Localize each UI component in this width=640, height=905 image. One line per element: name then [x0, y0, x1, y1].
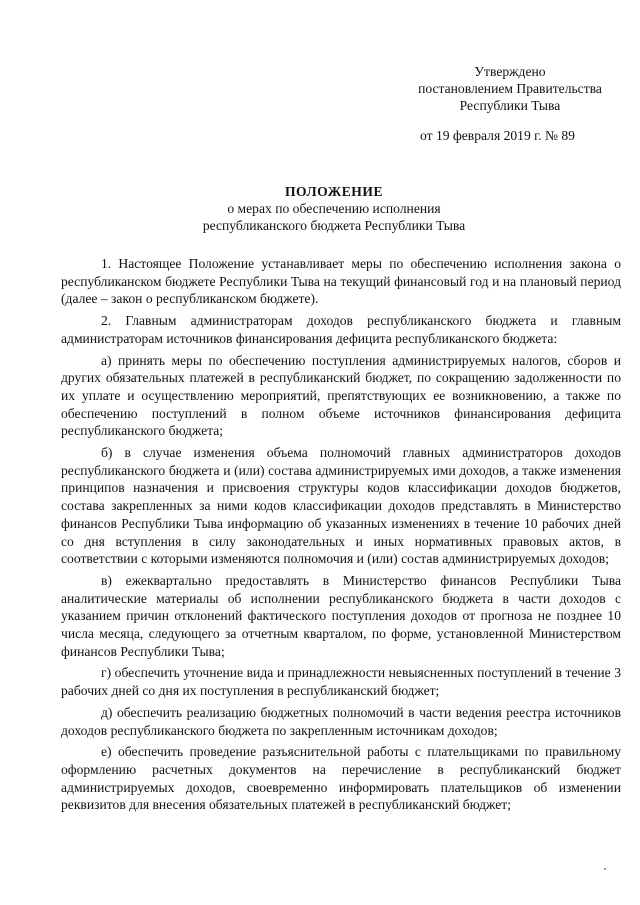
approval-line-republic: Республики Тыва: [459, 98, 561, 113]
approval-line-approved: Утверждено: [474, 64, 546, 79]
paragraph-2f: е) обеспечить проведение разъяснительной работы с плательщиками по правильному оформлению расчетных документов на перечисление в республиканский бюджет администрируемых доходов, своевременно информировать плательщиков об изменении реквизитов для внесения обязательных платежей в республиканский бюджет;: [61, 744, 621, 813]
document-body: [61, 255, 621, 818]
document-subtitle-line-2: республиканского бюджета Республики Тыва: [202, 218, 466, 233]
approval-stamp: [395, 63, 625, 114]
paragraph-2e: д) обеспечить реализацию бюджетных полномочий в части ведения реестра источников доходов республиканского бюджета по закрепленным источникам доходов;: [61, 704, 621, 738]
document-title-block: [180, 183, 488, 234]
paragraph-2: 2. Главным администраторам доходов республиканского бюджета и главным администраторам источников финансирования дефицита республиканского бюджета:: [61, 313, 621, 346]
approval-line-resolution: постановлением Правительства: [418, 81, 602, 96]
paragraph-2c: в) ежеквартально предоставлять в Министерство финансов Республики Тыва аналитические материалы об исполнении республиканского бюджета в части доходов с указанием причин отклонений фактического поступления доходов от прогноза не позднее 10 числа месяца, следующего за отчетным кварталом, по форме, установленной Министерством финансов Республики Тыва;: [61, 572, 621, 659]
approval-date: от 19 февраля 2019 г. № 89: [420, 128, 575, 143]
paragraph-2a: а) принять меры по обеспечению поступления администрируемых налогов, сборов и других обязательных платежей в республиканский бюджет, по сокращению задолженности по их уплате и осуществлению мероприятий, препятствующих ее возникновению, а также по обеспечению поступлений в полном объеме источников финансирования дефицита республиканского бюджета;: [61, 352, 621, 439]
document-title: ПОЛОЖЕНИЕ: [284, 184, 384, 199]
paragraph-1: 1. Настоящее Положение устанавливает меры по обеспечению исполнения закона о республиканском бюджете Республики Тыва на текущий финансовый год и на плановый период (далее – закон о республиканском бюджете).: [61, 256, 621, 307]
scan-speck: [604, 868, 606, 870]
document-subtitle-line-1: о мерах по обеспечению исполнения: [227, 201, 441, 216]
paragraph-2b: б) в случае изменения объема полномочий главных администраторов доходов республиканского бюджета и (или) состава администрируемых ими доходов, а также изменения принципов назначения и присвоения структуры кодов классификации доходов бюджетов, состава закрепленных за ними кодов классификации доходов представлять в Министерство финансов Республики Тыва информацию об указанных изменениях в течение 10 рабочих дней со дня вступления в силу законодательных и иных нормативных правовых актов, в соответствии с которыми изменяются полномочия и (или) состав администрируемых доходов;: [61, 445, 621, 567]
paragraph-2d: г) обеспечить уточнение вида и принадлежности невыясненных поступлений в течение 3 рабочих дней со дня их поступления в республиканский бюджет;: [61, 665, 621, 699]
